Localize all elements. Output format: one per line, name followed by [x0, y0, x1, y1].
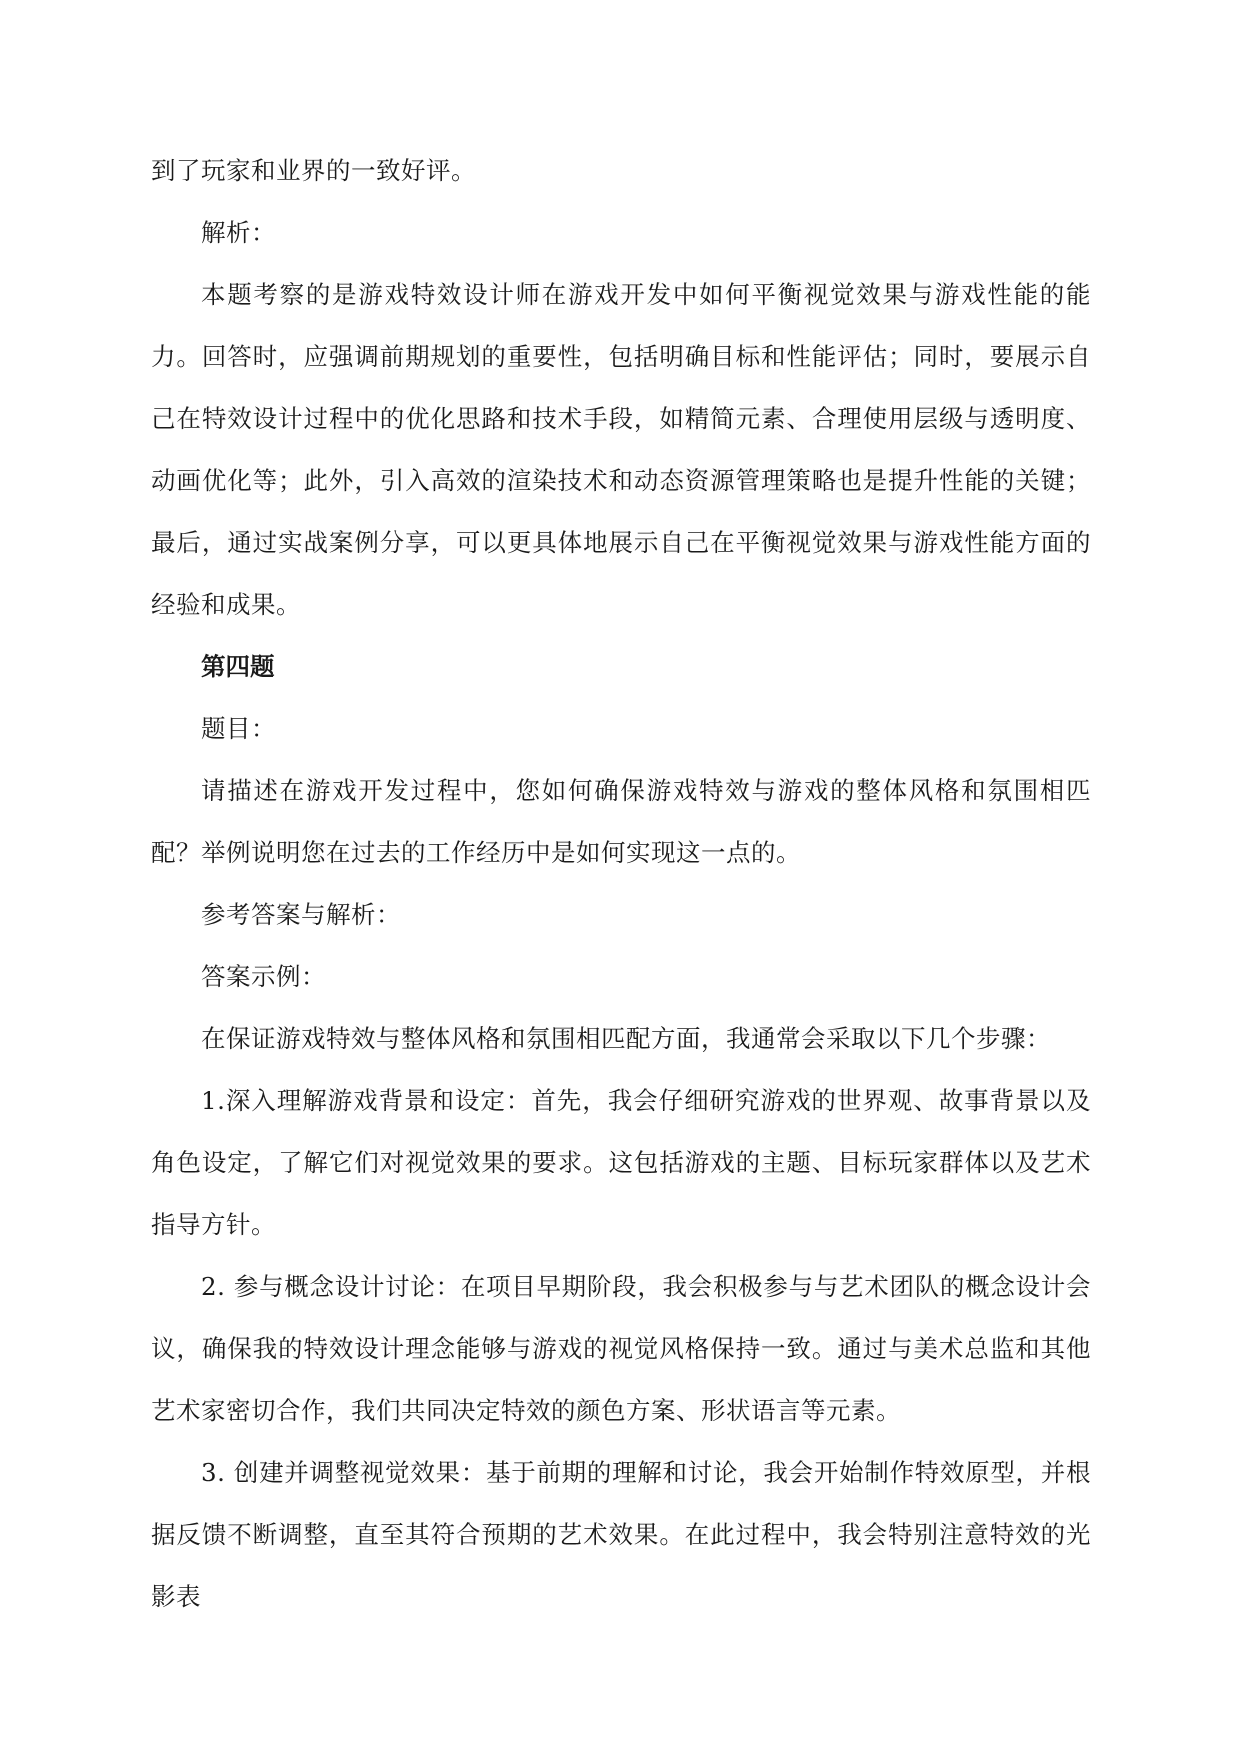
question-label: 题目：	[201, 714, 276, 743]
answer-intro-paragraph: 在保证游戏特效与整体风格和氛围相匹配方面，我通常会采取以下几个步骤：	[201, 1024, 1051, 1053]
question-paragraph: 请描述在游戏开发过程中，您如何确保游戏特效与游戏的整体风格和氛围相匹配？举例说明您在过去的工作经历中是如何实现这一点的。	[151, 776, 1091, 867]
question-heading: 第四题	[201, 652, 275, 681]
paragraph-continuation: 到了玩家和业界的一致好评。	[151, 156, 476, 185]
answer-step-2: 2. 参与概念设计讨论：在项目早期阶段，我会积极参与与艺术团队的概念设计会议，确保我的特效设计理念能够与游戏的视觉风格保持一致。通过与美术总监和其他艺术家密切合作，我们共同决定特效的颜色方案、形状语言等元素。	[151, 1272, 1091, 1425]
reference-answer-label: 参考答案与解析：	[201, 900, 401, 929]
answer-step-3: 3. 创建并调整视觉效果：基于前期的理解和讨论，我会开始制作特效原型，并根据反馈不断调整，直至其符合预期的艺术效果。在此过程中，我会特别注意特效的光影表	[151, 1458, 1091, 1611]
answer-step-1: 1.深入理解游戏背景和设定：首先，我会仔细研究游戏的世界观、故事背景以及角色设定，了解它们对视觉效果的要求。这包括游戏的主题、目标玩家群体以及艺术指导方针。	[151, 1086, 1091, 1239]
document-body	[151, 140, 1091, 1628]
answer-example-label: 答案示例：	[201, 962, 326, 991]
analysis-label: 解析：	[201, 218, 276, 247]
analysis-paragraph: 本题考察的是游戏特效设计师在游戏开发中如何平衡视觉效果与游戏性能的能力。回答时，应强调前期规划的重要性，包括明确目标和性能评估；同时，要展示自己在特效设计过程中的优化思路和技术手段，如精简元素、合理使用层级与透明度、动画优化等；此外，引入高效的渲染技术和动态资源管理策略也是提升性能的关键；最后，通过实战案例分享，可以更具体地展示自己在平衡视觉效果与游戏性能方面的经验和成果。	[151, 280, 1091, 619]
